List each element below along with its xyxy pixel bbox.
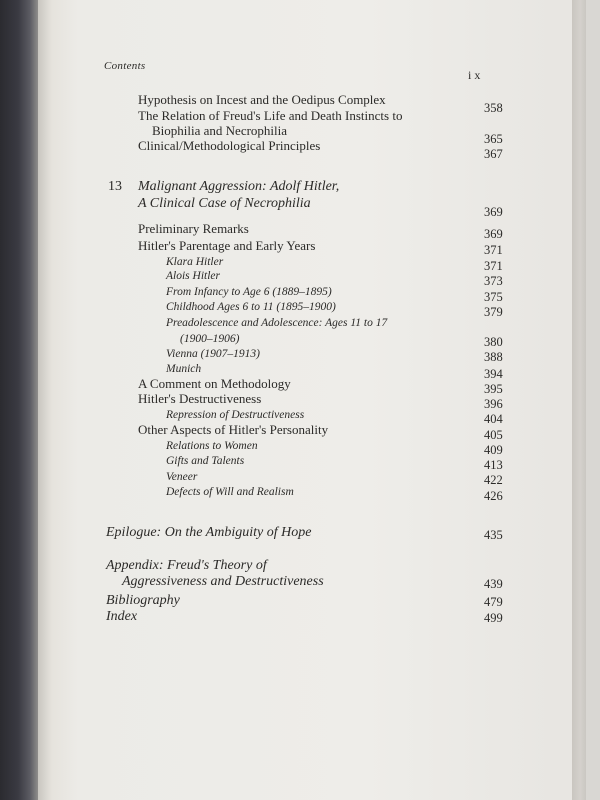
toc-entry-page: 380	[484, 335, 503, 349]
toc-entry-page: 426	[484, 489, 503, 503]
toc-entry-page: 369	[484, 227, 503, 241]
toc-entry-page: 375	[484, 290, 503, 304]
toc-subentry-text: Alois Hitler	[166, 270, 220, 282]
toc-entry-page: 369	[484, 205, 503, 219]
toc-entry-page: 373	[484, 274, 503, 288]
toc-entry-page: 409	[484, 443, 503, 457]
chapter-title: Malignant Aggression: Adolf Hitler,	[138, 179, 340, 194]
book-spine	[0, 0, 40, 800]
page-edge	[572, 0, 586, 800]
toc-subentry-text: Preadolescence and Adolescence: Ages 11 to 17	[166, 317, 388, 329]
toc-entry-text: Preliminary Remarks	[138, 221, 249, 236]
index-title: Index	[106, 609, 138, 624]
toc-entry-page: 479	[484, 595, 503, 609]
toc-entry-page: 379	[484, 305, 503, 319]
toc-entry-page: 404	[484, 412, 503, 426]
toc-entry-text: Biophilia and Necrophilia	[152, 123, 288, 138]
toc-entry-text: Hypothesis on Incest and the Oedipus Complex	[138, 92, 386, 107]
toc-entry-text: Hitler's Parentage and Early Years	[138, 238, 316, 253]
toc-entry-page: 396	[484, 397, 503, 411]
toc-entry-text: Other Aspects of Hitler's Personality	[138, 422, 329, 437]
toc-subentry-text: Gifts and Talents	[166, 455, 245, 467]
toc-entry-page: 439	[484, 577, 503, 591]
appendix-title: Aggressiveness and Destructiveness	[122, 574, 324, 589]
toc-subentry-text: Defects of Will and Realism	[166, 486, 294, 498]
bibliography-title: Bibliography	[106, 593, 180, 608]
chapter-number: 13	[108, 179, 122, 194]
appendix-title: Appendix: Freud's Theory of	[106, 558, 267, 573]
toc-entry-text: Hitler's Destructiveness	[138, 391, 262, 406]
toc-entry-page: 371	[484, 243, 503, 257]
running-header: Contents	[104, 60, 146, 72]
chapter-title: A Clinical Case of Necrophilia	[138, 196, 311, 211]
toc-subentry-text: Childhood Ages 6 to 11 (1895–1900)	[166, 301, 336, 313]
book-page	[38, 0, 586, 800]
toc-entry-page: 435	[484, 528, 503, 542]
epilogue-title: Epilogue: On the Ambiguity of Hope	[106, 525, 312, 540]
toc-entry-page: 365	[484, 132, 503, 146]
toc-entry-page: 499	[484, 611, 503, 625]
toc-entry-page: 413	[484, 458, 503, 472]
toc-entry-page: 405	[484, 428, 503, 442]
toc-entry-page: 388	[484, 350, 503, 364]
toc-subentry-text: (1900–1906)	[180, 333, 240, 345]
toc-entry-page: 367	[484, 147, 503, 161]
toc-entry-page: 395	[484, 382, 503, 396]
toc-subentry-text: Vienna (1907–1913)	[166, 348, 261, 360]
toc-entry-page: 394	[484, 367, 503, 381]
toc-subentry-text: Repression of Destructiveness	[166, 409, 305, 421]
page-number: ix	[468, 68, 484, 82]
toc-subentry-text: From Infancy to Age 6 (1889–1895)	[166, 286, 332, 298]
toc-subentry-text: Veneer	[166, 471, 198, 483]
toc-entry-text: Clinical/Methodological Principles	[138, 138, 321, 153]
toc-subentry-text: Relations to Women	[166, 440, 258, 452]
toc-subentry-text: Munich	[166, 363, 202, 375]
toc-entry-page: 422	[484, 473, 503, 487]
toc-entry-text: A Comment on Methodology	[138, 376, 291, 391]
toc-subentry-text: Klara Hitler	[166, 256, 224, 268]
toc-entry-page: 371	[484, 259, 503, 273]
toc-entry-text: The Relation of Freud's Life and Death Instincts to	[138, 108, 403, 123]
toc-entry-page: 358	[484, 101, 503, 115]
